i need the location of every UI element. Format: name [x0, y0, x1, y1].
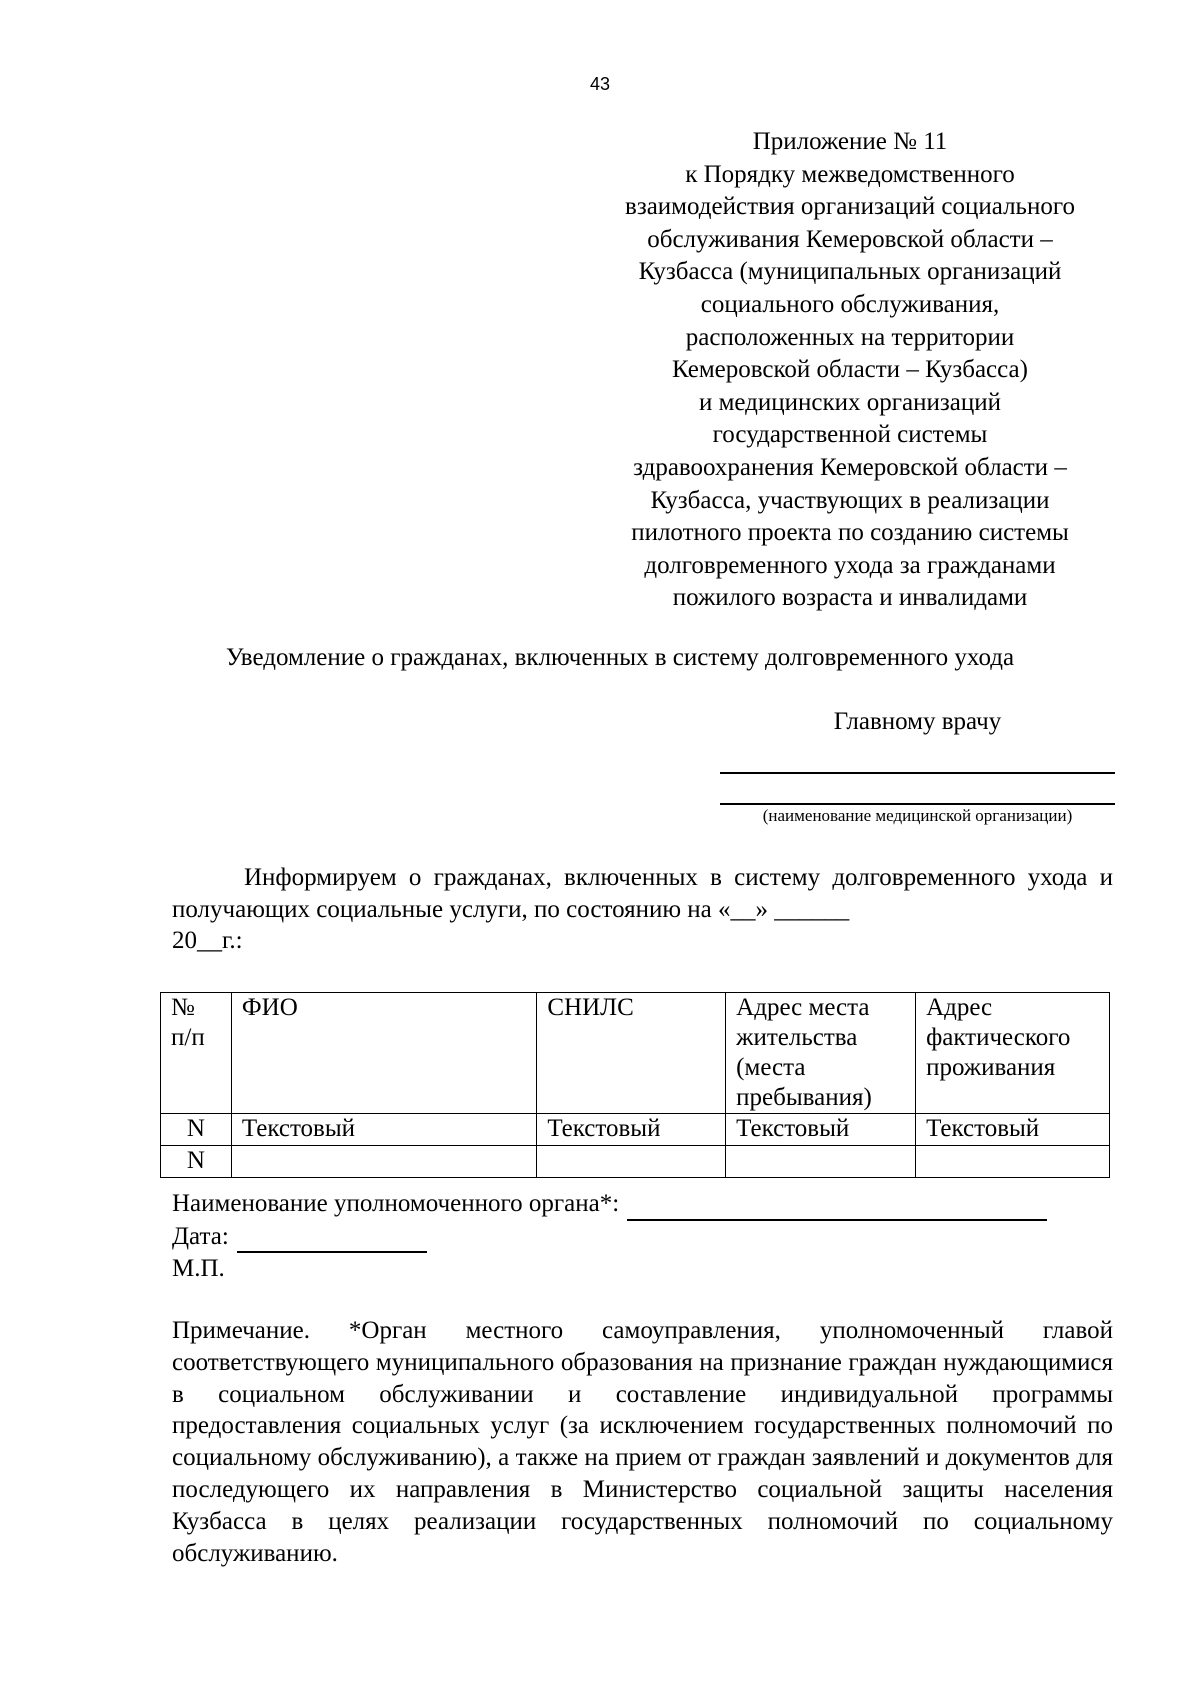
- table-header-cell: № п/п: [161, 993, 232, 1114]
- stamp-label: М.П.: [172, 1255, 225, 1282]
- document-title: Уведомление о гражданах, включенных в систему долговременного ухода: [225, 644, 1015, 671]
- table-header-cell: Адрес фактического проживания: [916, 993, 1110, 1114]
- appendix-line: Кузбасса, участвующих в реализации: [650, 486, 1050, 514]
- date-row: [172, 1221, 1113, 1254]
- addressee-fill-line: [720, 772, 1115, 774]
- table-cell: [537, 1146, 726, 1178]
- table-header-row: [161, 993, 1110, 1114]
- table-cell: N: [161, 1114, 232, 1146]
- appendix-line: обслуживания Кемеровской области –: [647, 225, 1053, 253]
- table-cell: Текстовый: [537, 1114, 726, 1146]
- appendix-line: долговременного ухода за гражданами: [644, 551, 1056, 579]
- table-cell: [916, 1146, 1110, 1178]
- date-fill-line: [237, 1225, 427, 1253]
- intro-paragraph: [172, 862, 1113, 957]
- appendix-line: расположенных на территории: [685, 323, 1015, 351]
- appendix-line: пилотного проекта по созданию системы: [631, 519, 1069, 547]
- signature-block: [172, 1188, 1113, 1286]
- footnote: Примечание. *Орган местного самоуправления, уполномоченный главой соответствующего муниципального образования на признание граждан нуждающимися в социальном обслуживании и составление индивидуальной программы предоставления социальных услуг (за исключением государственных полномочий по социальному обслуживанию), а также на прием от граждан заявлений и документов для последующего их направления в Министерство социальной защиты населения Кузбасса в целях реализации государственных полномочий по социальному обслуживанию.: [172, 1317, 1113, 1567]
- page-number: 43: [589, 74, 611, 94]
- appendix-line: Кузбасса (муниципальных организаций: [638, 258, 1062, 286]
- addressee: Главному врачу: [833, 708, 1002, 735]
- appendix-line: пожилого возраста и инвалидами: [672, 584, 1028, 612]
- stamp-row: [172, 1253, 1113, 1286]
- table-row: [161, 1114, 1110, 1146]
- appendix-line: социального обслуживания,: [700, 290, 1000, 318]
- table-cell: Текстовый: [916, 1114, 1110, 1146]
- table-header-cell: ФИО: [231, 993, 536, 1114]
- table-row: [161, 1146, 1110, 1178]
- table-cell: Текстовый: [231, 1114, 536, 1146]
- appendix-line: Кемеровской области – Кузбасса): [672, 356, 1028, 384]
- appendix-line: Приложение № 11: [752, 128, 948, 155]
- addressee-fill-line: [720, 803, 1115, 805]
- organ-label: Наименование уполномоченного органа*:: [172, 1190, 620, 1217]
- addressee-caption: (наименование медицинской организации): [762, 806, 1073, 825]
- citizens-table: [160, 992, 1110, 1178]
- organ-fill-line: [627, 1193, 1047, 1221]
- table-cell: [231, 1146, 536, 1178]
- table-cell: [726, 1146, 916, 1178]
- date-label: Дата:: [172, 1222, 229, 1250]
- table-header-cell: СНИЛС: [537, 993, 726, 1114]
- appendix-line: здравоохранения Кемеровской области –: [633, 453, 1067, 481]
- table-cell: N: [161, 1146, 232, 1178]
- appendix-line: взаимодействия организаций социального: [625, 193, 1075, 221]
- organ-row: [172, 1188, 1113, 1221]
- appendix-line: к Порядку межведомственного: [685, 160, 1015, 188]
- appendix-line: и медицинских организаций: [698, 388, 1002, 416]
- table-header-cell: Адрес места жительства (места пребывания): [726, 993, 916, 1114]
- intro-date-line: 20__г.:: [172, 927, 243, 955]
- intro-text: Информируем о гражданах, включенных в систему долговременного ухода и получающих социальные услуги, по состоянию на «__» ______: [172, 864, 1113, 923]
- table-cell: Текстовый: [726, 1114, 916, 1146]
- appendix-header: [590, 126, 1110, 615]
- appendix-line: государственной системы: [712, 421, 988, 449]
